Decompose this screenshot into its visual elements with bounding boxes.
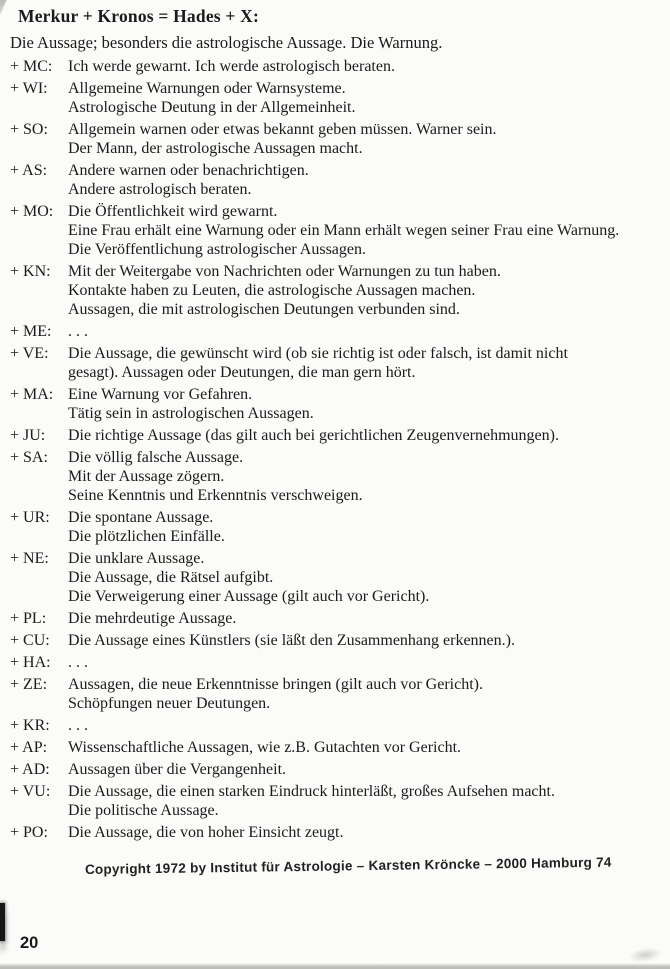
definition-line: Die unklare Aussage. [68,550,205,567]
definition-line: Die Öffentlichkeit wird gewarnt. [68,203,278,220]
planet-label: + AD: [10,761,50,778]
definition-entry [10,344,662,382]
definition-line: Schöpfungen neuer Deutungen. [68,695,271,712]
definition-line: . . . [68,654,88,671]
definition-entry [10,448,662,505]
definition-line: Kontakte haben zu Leuten, die astrologische Aussagen machen. [68,282,476,299]
definition-line: Die plötzlichen Einfälle. [68,528,225,545]
definition-body [68,344,662,382]
definition-body [68,426,662,445]
definition-entry [10,760,662,779]
planet-label: + ZE: [10,676,48,693]
definition-list [10,57,662,845]
definition-line: Andere warnen oder benachrichtigen. [68,162,309,179]
definition-line: Der Mann, der astrologische Aussagen macht. [68,140,363,157]
scan-corner-artifact [0,0,8,16]
definition-line: Eine Warnung vor Gefahren. [68,386,253,403]
definition-body [68,262,662,319]
definition-line: Die Aussage eines Künstlers (sie läßt den Zusammenhang erkennen.). [68,632,515,649]
planet-label: + SO: [10,121,48,138]
definition-entry [10,57,662,76]
definition-entry [10,609,662,628]
definition-line: . . . [68,717,88,734]
definition-body [68,716,662,735]
planet-label: + AP: [10,739,48,756]
definition-line: Mit der Weitergabe von Nachrichten oder Warnungen zu tun haben. [68,263,501,280]
definition-line: Die völlig falsche Aussage. [68,449,244,466]
definition-entry [10,549,662,606]
definition-entry [10,322,662,341]
definition-entry [10,161,662,199]
planet-label: + CU: [10,632,50,649]
definition-entry [10,426,662,445]
planet-label: + MO: [10,203,54,220]
definition-line: Die Aussage, die von hoher Einsicht zeugt. [68,824,344,841]
page-title: Merkur + Kronos = Hades + X: [18,6,259,26]
definition-line: Astrologische Deutung in der Allgemeinheit. [68,99,356,116]
planet-label: + WI: [10,80,48,97]
planet-label: + KR: [10,717,50,734]
definition-line: Die Veröffentlichung astrologischer Aussagen. [68,241,367,258]
definition-body [68,549,662,606]
definition-body [68,448,662,505]
planet-label: + VE: [10,345,49,362]
definition-line: Tätig sein in astrologischen Aussagen. [68,405,314,422]
definition-body [68,385,662,423]
definition-body [68,631,662,650]
definition-line: Eine Frau erhält eine Warnung oder ein Mann erhält wegen seiner Frau eine Warnung. [68,222,620,239]
definition-entry [10,716,662,735]
definition-body [68,120,662,158]
planet-label: + UR: [10,509,50,526]
planet-label: + JU: [10,427,46,444]
definition-line: Aussagen, die mit astrologischen Deutungen verbunden sind. [68,301,460,318]
definition-line: Die Aussage, die Rätsel aufgibt. [68,569,274,586]
definition-body [68,79,662,117]
definition-line: Ich werde gewarnt. Ich werde astrologisch beraten. [68,58,395,75]
scan-bottom-edge [0,963,670,969]
definition-body [68,760,662,779]
definition-line: Die mehrdeutige Aussage. [68,610,237,627]
definition-line: Aussagen, die neue Erkenntnisse bringen (gilt auch vor Gericht). [68,676,483,693]
definition-line: Mit der Aussage zögern. [68,468,225,485]
definition-line: Die Aussage, die gewünscht wird (ob sie richtig ist oder falsch, ist damit nicht [68,345,568,362]
definition-entry [10,782,662,820]
definition-line: . . . [68,323,88,340]
definition-body [68,202,662,259]
definition-line: Allgemeine Warnungen oder Warnsysteme. [68,80,346,97]
definition-line: Seine Kenntnis und Erkenntnis verschweigen. [68,487,363,504]
planet-label: + HA: [10,654,51,671]
definition-entry [10,653,662,672]
definition-line: Die Verweigerung einer Aussage (gilt auch vor Gericht). [68,588,430,605]
planet-label: + PL: [10,610,47,627]
planet-label: + KN: [10,263,51,280]
definition-body [68,675,662,713]
definition-line: gesagt). Aussagen oder Deutungen, die man gern hört. [68,364,416,381]
definition-entry [10,675,662,713]
definition-entry [10,120,662,158]
definition-line: Die richtige Aussage (das gilt auch bei gerichtlichen Zeugenvernehmungen). [68,427,559,444]
definition-entry [10,508,662,546]
definition-line: Allgemein warnen oder etwas bekannt geben müssen. Warner sein. [68,121,497,138]
definition-line: Andere astrologisch beraten. [68,181,252,198]
definition-line: Die spontane Aussage. [68,509,214,526]
planet-label: + MA: [10,386,54,403]
page-number: 20 [20,934,39,952]
definition-body [68,57,662,76]
copyright-line: Copyright 1972 by Institut für Astrologie – Karsten Kröncke – 2000 Hamburg 74 [84,854,612,877]
planet-label: + NE: [10,550,49,567]
planet-label: + MC: [10,58,53,75]
definition-line: Die politische Aussage. [68,802,219,819]
scan-smudge-artifact [627,946,663,965]
definition-body [68,322,662,341]
definition-body [68,782,662,820]
planet-label: + VU: [10,783,51,800]
planet-label: + PO: [10,824,48,841]
definition-body [68,609,662,628]
intro-text: Die Aussage; besonders die astrologische Aussage. Die Warnung. [10,33,443,52]
definition-body [68,508,662,546]
definition-body [68,653,662,672]
definition-body [68,823,662,842]
definition-entry [10,738,662,757]
definition-entry [10,262,662,319]
definition-line: Wissenschaftliche Aussagen, wie z.B. Gutachten vor Gericht. [68,739,462,756]
definition-body [68,161,662,199]
definition-body [68,738,662,757]
definition-entry [10,79,662,117]
definition-entry [10,823,662,842]
definition-line: Aussagen über die Vergangenheit. [68,761,287,778]
definition-line: Die Aussage, die einen starken Eindruck hinterläßt, großes Aufsehen macht. [68,783,555,800]
definition-entry [10,631,662,650]
planet-label: + AS: [10,162,48,179]
definition-entry [10,202,662,259]
scan-edge-artifact [0,903,5,941]
planet-label: + ME: [10,323,52,340]
definition-entry [10,385,662,423]
planet-label: + SA: [10,449,48,466]
